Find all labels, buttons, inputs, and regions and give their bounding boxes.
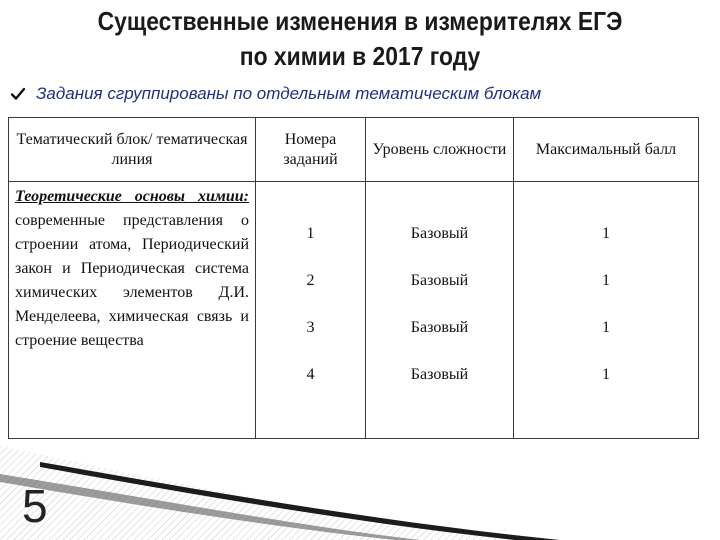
complexity-level: Базовый [410,319,469,336]
task-number: 2 [306,272,315,289]
max-score: 1 [602,319,610,336]
max-score: 1 [602,272,610,289]
checkmark-icon [10,86,26,102]
complexity-level: Базовый [410,366,469,383]
max-score: 1 [602,366,610,383]
levels-cell [366,182,514,439]
topics-table [8,117,699,439]
task-number: 1 [306,225,315,242]
header-complexity-level: Уровень сложности [366,118,514,182]
max-score: 1 [602,225,610,242]
header-task-numbers: Номера заданий [256,118,366,182]
header-thematic-block: Тематический блок/ тематическая линия [9,118,256,182]
slide-number: 5 [22,480,48,532]
slide-title-line2: по химии в 2017 году [239,41,481,71]
complexity-level: Базовый [410,225,469,242]
table-header-row [9,118,699,182]
scores-cell [514,182,699,439]
slide-title [43,4,677,74]
topic-heading: Теоретические основы химии: [15,188,249,205]
task-number: 4 [306,366,315,383]
topic-description: современные представления о строении атома, Периодический закон и Периодическая система химических элементов Д.И. Менделеева, химическая связь и строение вещества [15,212,249,349]
decorative-swoosh [0,440,720,540]
header-max-score: Максимальный балл [514,118,699,182]
bullet-point [10,82,541,106]
topic-cell [9,182,256,439]
task-number: 3 [306,319,315,336]
bullet-text: Задания сгруппированы по отдельным тематическим блокам [36,84,542,103]
complexity-level: Базовый [410,272,469,289]
task-numbers-cell [256,182,366,439]
slide-title-line1: Существенные изменения в измерителях ЕГЭ [97,6,623,36]
table-row [9,182,699,439]
